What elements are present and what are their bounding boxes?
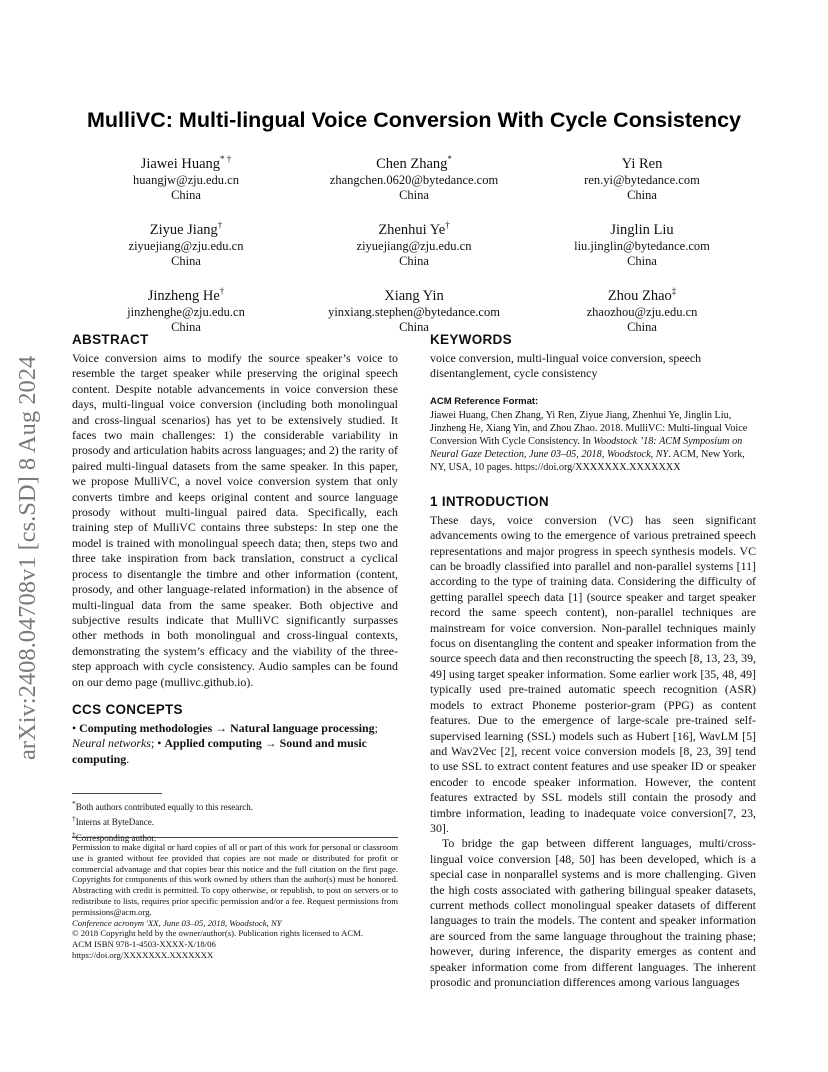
author-name: Chen Zhang — [376, 155, 448, 172]
abstract-heading: ABSTRACT — [72, 332, 149, 347]
permission-text: Permission to make digital or hard copies of all or part of this work for personal or classroom use is granted without fee provided that copies are not made or distributed for profit or commercial advantage and that copies bear this notice and the full citation on the first page. Copyrights for components of this work owned by others than the author(s) must be honored. Abstracting with credit is permitted. To copy otherwise, or republish, to post on servers or to redistribute to lists, requires prior specific permission and/or a fee. Request permissions from permissions@acm.org. — [72, 842, 398, 917]
author-country: China — [399, 320, 429, 335]
copyright-line: © 2018 Copyright held by the owner/author(s). Publication rights licensed to ACM. — [72, 928, 364, 939]
author — [300, 150, 528, 216]
author-email[interactable]: zhangchen.0620@bytedance.com — [329, 172, 499, 187]
author-name: Ziyue Jiang — [149, 221, 218, 238]
footnote-equal: *Both authors contributed equally to this research. — [72, 799, 253, 813]
footnote-intern: †Interns at ByteDance. — [72, 814, 154, 828]
author-name: Xiang Yin — [384, 287, 444, 304]
introduction-heading: 1 INTRODUCTION — [430, 493, 549, 509]
author-email[interactable]: liu.jinglin@bytedance.com — [574, 238, 710, 253]
author-country: China — [171, 254, 201, 269]
left-column — [72, 332, 398, 844]
author — [528, 150, 756, 216]
author-mark: * † — [220, 154, 232, 164]
author-mark: * — [447, 154, 452, 164]
doi-link[interactable]: https://doi.org/XXXXXXX.XXXXXXX — [72, 949, 214, 960]
author-country: China — [171, 188, 201, 203]
arxiv-sidebar — [8, 290, 58, 760]
abstract-text: Voice conversion aims to modify the source speaker’s voice to resemble the target speaker while preserving the original speech content. Despite notable advancements in voice conversion these days, multi-lingual voice conversion (including both monolingual and cross-lingual scenarios) has yet to be extensively studied. It faces two main challenges: 1) the considerable variability in prosody and articulation habits across languages; and 2) the rarity of paired multi-lingual datasets from the same speaker. In this paper, we propose MulliVC, a novel voice conversion system that only converts timbre and keeps original content and source language prosody without multi-lingual paired data. Specifically, each training step of MulliVC contains three substeps: In step one the model is trained with monolingual speech data; then, steps two and three take inspiration from back translation, construct a cyclical process to disentangle the timbre and other information (content, prosody, and other language-related information) in the absence of multi-lingual data from the same speaker. Both objective and subjective results indicate that MulliVC significantly surpasses other methods in both monolingual and cross-lingual contexts, demonstrating the system’s efficacy and the viability of the three-step approach with cycle consistency. Audio samples can be found on our demo page (mullivc.github.io). — [72, 351, 398, 689]
author-country: China — [399, 188, 429, 203]
isbn-line: ACM ISBN 978-1-4503-XXXX-X/18/06 — [72, 939, 216, 950]
footnote-rule — [72, 793, 162, 794]
author-email[interactable]: huangjw@zju.edu.cn — [133, 172, 239, 187]
acm-reference-text: Jiawei Huang, Chen Zhang, Yi Ren, Ziyue Jiang, Zhenhui Ye, Jinglin Liu, Jinzheng He, Xiang Yin, and Zhou Zhao. 2018. MulliVC: Multi-lingual Voice Conversion With Cycle Consistency. In Woodstock ’18: ACM Symposium on Neural Gaze Detection, June 03–05, 2018, Woodstock, NY. ACM, New York, NY, USA, 10 pages. https://doi.org/XXXXXXX.XXXXXXX — [430, 409, 748, 473]
author-email[interactable]: zhaozhou@zju.edu.cn — [586, 304, 698, 319]
author-row — [72, 216, 756, 282]
author-name: Yi Ren — [621, 155, 663, 172]
author-mark: † — [219, 286, 225, 296]
author-mark: ‡ — [671, 286, 677, 296]
author — [72, 216, 300, 282]
author-country: China — [171, 320, 201, 335]
author-mark: † — [445, 220, 450, 230]
introduction-paragraph-2: To bridge the gap between different languages, multi/cross-lingual voice conversion [48, 50] has been developed, which is a special case in nonparallel systems and is more challenging. Given the high costs associated with gathering bilingual speaker datasets, current methods collect monolingual speaker datasets of different languages to train the models. The content and speaker information are sourced from the same language throughout the training phase; however, during inference, the disparity emerges as content and speaker information come from different languages. The inherent prosodic and pronunciation differences among various languages — [430, 836, 756, 989]
author-email[interactable]: jinzhenghe@zju.edu.cn — [127, 304, 245, 319]
author-email[interactable]: ziyuejiang@zju.edu.cn — [356, 238, 472, 253]
paper-title: MulliVC: Multi-lingual Voice Conversion With Cycle Consistency — [86, 108, 742, 132]
introduction-paragraph-1: These days, voice conversion (VC) has seen significant advancements owing to the emergence of various pretrained speech representations and major progress in speech synthesis models. VC can be broadly classified into parallel and non-parallel systems [11] according to the type of training data. Considering the difficulty of getting parallel speech data [1] (source speaker and target speaker record the same speech content), non-parallel techniques are mainstream for voice conversion. Non-parallel techniques mainly focus on disentangling the content and speaker information from the source speech data and then reconstructing the speech [8, 13, 23, 39, 49] using target speaker information. Some earlier work [35, 48, 49] typically used pre-trained automatic speech recognition (ASR) models to extract Phoneme posterior-gram (PPG) as content features. Due to the emergence of large-scale pre-trained self-supervised learning (SSL) models such as Hubert [16], WavLM [5] and Wav2Vec [2], recent voice conversion models [8, 23, 39] tend to use SSL to extract content features and use speaker ID or speaker encoder to encode speaker information. However, the content features extracted by SSL models still contain the prosody and timbre information, leading to inadequate voice conversion[7, 23, 30]. — [430, 512, 756, 835]
author-name: Zhenhui Ye — [378, 221, 446, 238]
author-email[interactable]: ziyuejiang@zju.edu.cn — [128, 238, 244, 253]
ccs-heading: CCS CONCEPTS — [72, 701, 183, 717]
permission-block — [72, 837, 398, 961]
acm-reference — [430, 396, 756, 474]
keywords-text: voice conversion, multi-lingual voice conversion, speech disentanglement, cycle consistency — [430, 351, 702, 381]
keywords-heading: KEYWORDS — [430, 332, 512, 347]
author-block — [72, 150, 756, 348]
footnote-corresponding: ‡Corresponding author. — [72, 829, 157, 843]
arxiv-identifier: arXiv:2408.04708v1 [cs.SD] 8 Aug 2024 — [14, 355, 41, 760]
author-name: Jinzheng He — [147, 287, 220, 304]
ccs-item-2: Applied computing → Sound and music computing — [72, 736, 367, 766]
author-name: Jinglin Liu — [610, 221, 674, 238]
acm-reference-heading: ACM Reference Format: — [430, 395, 539, 407]
right-column — [430, 332, 756, 990]
author-country: China — [627, 320, 657, 335]
conference-line: Conference acronym 'XX, June 03–05, 2018, Woodstock, NY — [72, 917, 282, 928]
author-name: Jiawei Huang — [140, 155, 221, 172]
author-email[interactable]: ren.yi@bytedance.com — [584, 172, 700, 187]
author-mark: † — [217, 220, 223, 230]
author — [300, 216, 528, 282]
author-country: China — [399, 254, 429, 269]
author — [528, 216, 756, 282]
author-name: Zhou Zhao — [607, 287, 672, 304]
author — [72, 150, 300, 216]
author-country: China — [627, 254, 657, 269]
author-email[interactable]: yinxiang.stephen@bytedance.com — [328, 304, 500, 319]
author-country: China — [627, 188, 657, 203]
ccs-item-1-sub: Neural networks — [72, 736, 151, 751]
ccs-concepts: • Computing methodologies → Natural language processing; Neural networks; • Applied computing → Sound and music computing. — [72, 720, 378, 766]
author-row — [72, 150, 756, 216]
ccs-item-1: Computing methodologies → Natural language processing — [79, 720, 375, 735]
